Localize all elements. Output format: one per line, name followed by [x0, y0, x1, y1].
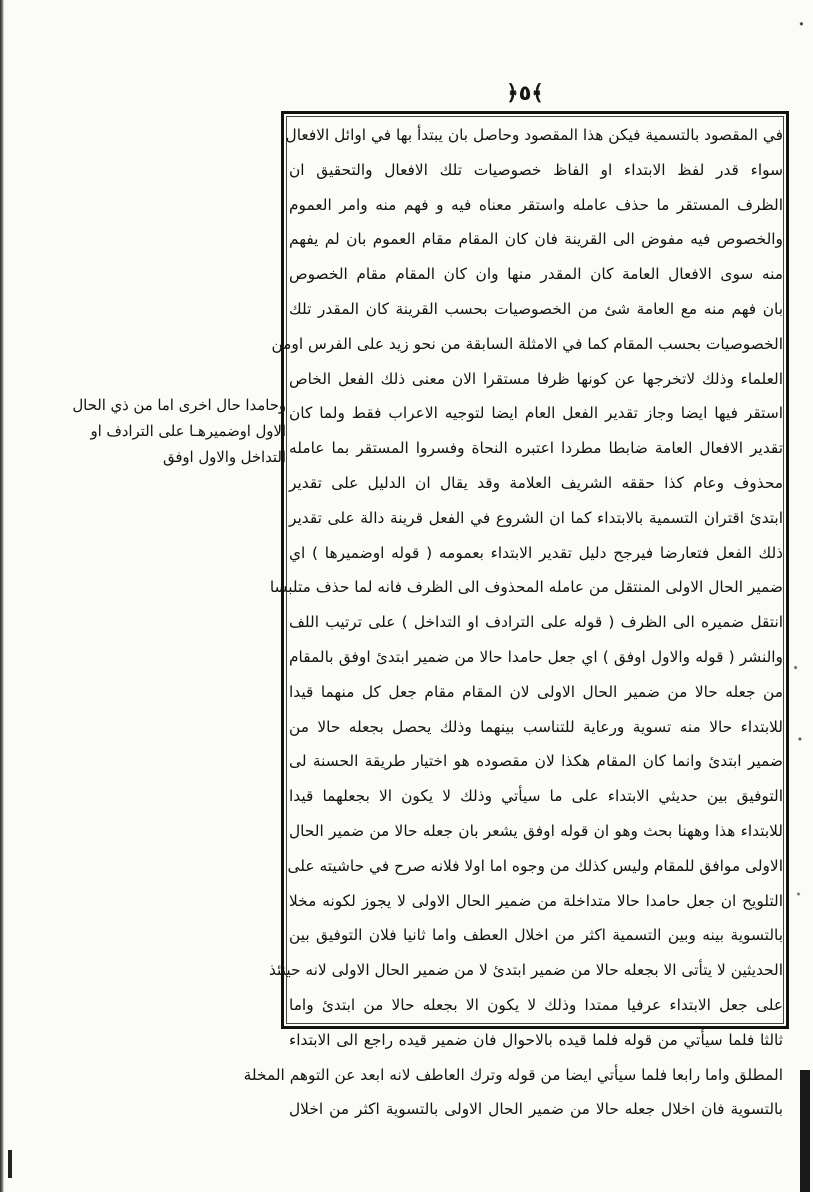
- scan-right-shadow: [800, 1070, 810, 1192]
- page-number: ﴿٥﴾: [506, 81, 544, 105]
- margin-note-line: التداخل والاول اوفق: [163, 449, 286, 466]
- text-line: بان فهم منه مع العامة شئ من الخصوصيات بحسب القرينة كان المقدر تلك: [289, 299, 783, 318]
- text-line: المطلق واما رابعا فلما سيأتي ايضا من قوله وترك العاطف لانه ابعد عن التوهم المخلة: [243, 1065, 783, 1084]
- text-line: والنشر ( قوله والاول اوفق ) اي جعل حامدا حالا من ضمير ابتدئ اوفق بالمقام: [289, 647, 783, 666]
- text-line: تقدير الافعال العامة ضابطا مطردا اعتبره النحاة وفسروا المستقر بما عامله: [289, 439, 783, 458]
- text-line: للابتداء هذا وههنا بحث وهو ان قوله اوفق يشعر بان جعله حالا من ضمير الحال: [289, 821, 783, 840]
- text-line: ابتدئ اقتران التسمية بالابتداء كما ان الشروع في الفعل قرينة دالة على تقدير: [289, 508, 783, 527]
- text-line: ضمير الحال الاولى المنتقل من عامله المحذوف الى الظرف فانه لما حذف متلبسا: [269, 578, 783, 597]
- scan-left-mark: [8, 1150, 12, 1178]
- text-line: ثالثا فلما سيأتي من قوله فلما قيده بالاحوال فان ضمير قيده راجع الى الابتداء: [289, 1030, 783, 1049]
- text-line: استقر فيها ايضا وجاز تقدير الفعل العام ايضا لتوجيه الاعراب فقط ولما كان: [289, 404, 783, 423]
- margin-note-line: الاول اوضميرهـا على الترادف او: [90, 423, 286, 440]
- text-line: الخصوصيات بحسب المقام كما في الامثلة السابقة من نحو زيد على الفرس اومن: [271, 334, 783, 353]
- text-line: سواء قدر لفظ الابتداء او الفاظ خصوصيات تلك الافعال والتحقيق ان: [289, 160, 783, 179]
- text-line: التلويح ان جعل حامدا حالا متداخلة من ضمير الحال الاولى لا يجوز لكونه مخلا: [289, 891, 783, 910]
- text-line: ذلك الفعل فتعارضا فيرجح دليل تقدير الابتداء بعمومه ( قوله اوضميرها ) اي: [289, 543, 783, 562]
- text-line: منه سوى الافعال العامة كان المقدر منها وان كان المقام مقام الخصوص: [289, 265, 783, 284]
- text-line: على جعل الابتداء عرفيا ممتدا وذلك لا يكون الا بجعله حالا من ابتدئ واما: [289, 995, 783, 1014]
- scan-left-edge: [0, 0, 4, 1192]
- text-line: الاولى موافق للمقام وليس كذلك من وجوه اما اولا فلانه صرح في حاشيته على: [287, 856, 783, 875]
- text-line: في المقصود بالتسمية فيكن هذا المقصود وحاصل بان يبتدأ بها في اوائل الافعال: [285, 126, 783, 144]
- main-text-block: [243, 118, 783, 1119]
- text-line: والخصوص فيه مفوض الى القرينة فان كان المقام مقام العموم بان لم يفهم: [289, 230, 783, 249]
- text-line: محذوف وعام كذا حققه الشريف العلامة وقد يقال ان الدليل على تقدير: [289, 473, 783, 492]
- text-line: انتقل ضميره الى الظرف ( قوله على الترادف او التداخل ) على ترتيب اللف: [289, 613, 783, 632]
- text-line: الظرف المستقر ما حذف عامله واستقر معناه فيه و فهم منه وامر العموم: [289, 195, 783, 214]
- text-line: بالتسوية بينه وبين التسمية اكثر من اخلال العطف واما ثانيا فلان التوفيق بين: [289, 926, 783, 945]
- margin-note-line: وحامدا حال اخرى اما من ذي الحال: [72, 397, 286, 414]
- text-line: للابتداء حالا منه تسوية ورعاية للتناسب بينهما وذلك يحصل بجعله حالا من: [289, 717, 783, 736]
- text-line: الحديثين لا يتأتى الا بجعله حالا من ضمير ابتدئ لا من ضمير الحال الاولى لانه حينئذ: [268, 961, 783, 980]
- text-line: من جعله حالا من ضمير الحال الاولى لان المقام مقام جعل كل منهما قيدا: [289, 682, 783, 701]
- text-line: ضمير ابتدئ وانما كان المقام هكذا لان مقصوده هو اختيار طريقة الحسنة لى: [289, 752, 783, 771]
- margin-note: [72, 393, 286, 471]
- text-line: العلماء وذلك لاتخرجها عن كونها ظرفا مستقرا الان معنى ذلك الفعل الخاص: [289, 369, 783, 388]
- text-line: التوفيق بين حديثي الابتداء على ما سيأتي وذلك لا يكون الا بجعلهما قيدا: [289, 787, 783, 806]
- text-line: بالتسوية فان اخلال جعله حالا من ضمير الحال الاولى بالتسوية اكثر من اخلال: [289, 1100, 783, 1119]
